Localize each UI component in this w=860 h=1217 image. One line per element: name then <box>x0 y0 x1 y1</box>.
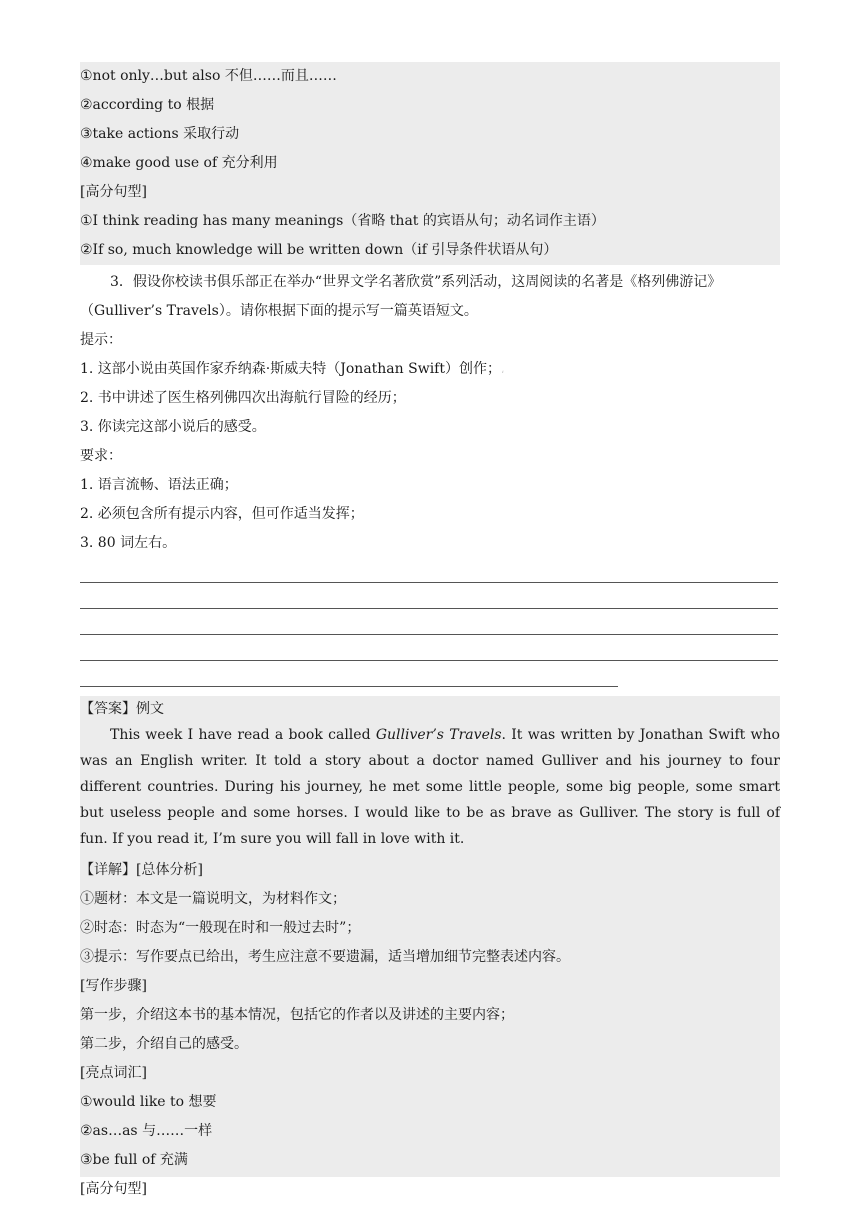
analysis-line: ①题材：本文是一篇说明文，为材料作文； <box>80 891 346 907</box>
analysis-line: ③be full of 充满 <box>80 1152 188 1168</box>
analysis-line: ②时态：时态为“一般现在时和一般过去时”； <box>80 920 361 936</box>
analysis-line: 第二步，介绍自己的感受。 <box>80 1036 248 1052</box>
writing-line <box>80 582 778 583</box>
note-line: ②according to 根据 <box>80 97 215 113</box>
section-heading: [高分句型] <box>80 1181 147 1197</box>
note-line: ④make good use of 充分利用 <box>80 155 278 171</box>
hint-text: 1. 这部小说由英国作家乔纳森·斯威夫特（Jonathan Swift）创作； <box>80 361 501 377</box>
vocabulary-notes <box>80 62 780 265</box>
note-line: ①I think reading has many meanings（省略 that 的宾语从句；动名词作主语） <box>80 213 605 229</box>
note-line: ②If so, much knowledge will be written down（if 引导条件状语从句） <box>80 242 558 258</box>
section-heading: [高分句型] <box>80 184 147 200</box>
analysis-line: 第一步，介绍这本书的基本情况，包括它的作者以及讲述的主要内容； <box>80 1007 514 1023</box>
hint-mark: ، <box>500 365 505 376</box>
hint-item <box>80 355 780 384</box>
essay-text: This week I have read a book called <box>110 727 376 743</box>
note-line: ①not only…but also 不但……而且…… <box>80 68 337 84</box>
answer-label: 【答案】例文 <box>80 701 164 717</box>
analysis-line: ①would like to 想要 <box>80 1094 217 1110</box>
section-heading: [写作步骤] <box>80 978 147 994</box>
question-stem-text: 假设你校读书俱乐部正在举办“世界文学名著欣赏”系列活动，这周阅读的名著是《格列佛游记》 <box>132 274 722 290</box>
requirement-item: 2. 必须包含所有提示内容，但可作适当发挥； <box>80 506 364 522</box>
essay-text: . It was written by Jonathan Swift who was an English writer. It told a story about a doctor named Gulliver and his journey to four different countries. During his journey, he met some little people, some big people, some smart but useless people and some horses. I would like to be as brave as Gulliver. The story is full of fun. If you read it, I’m sure you will fall in love with it. <box>80 727 780 847</box>
writing-line <box>80 660 778 661</box>
note-line: ③take actions 采取行动 <box>80 126 240 142</box>
question-number: 3． <box>110 274 133 290</box>
question-3 <box>80 268 780 558</box>
analysis-heading: 【详解】[总体分析] <box>80 862 203 878</box>
analysis-line: ②as…as 与……一样 <box>80 1123 213 1139</box>
writing-line <box>80 686 618 687</box>
hint-title: 提示： <box>80 332 122 348</box>
answer-section <box>80 696 780 1197</box>
requirement-item: 3. 80 词左右。 <box>80 535 177 551</box>
section-heading: [亮点词汇] <box>80 1065 147 1081</box>
requirement-title: 要求： <box>80 448 122 464</box>
analysis-section <box>80 856 780 1204</box>
question-stem-line <box>80 268 780 297</box>
hint-item: 3. 你读完这部小说后的感受。 <box>80 419 266 435</box>
writing-line <box>80 634 778 635</box>
requirement-item: 1. 语言流畅、语法正确； <box>80 477 238 493</box>
analysis-line: ③提示：写作要点已给出，考生应注意不要遗漏，适当增加细节完整表述内容。 <box>80 949 570 965</box>
writing-line <box>80 608 778 609</box>
question-stem-line: （Gulliver’s Travels）。请你根据下面的提示写一篇英语短文。 <box>80 303 478 319</box>
sample-essay <box>80 722 780 852</box>
hint-item: 2. 书中讲述了医生格列佛四次出海航行冒险的经历； <box>80 390 406 406</box>
book-title: Gulliver’s Travels <box>375 727 502 743</box>
